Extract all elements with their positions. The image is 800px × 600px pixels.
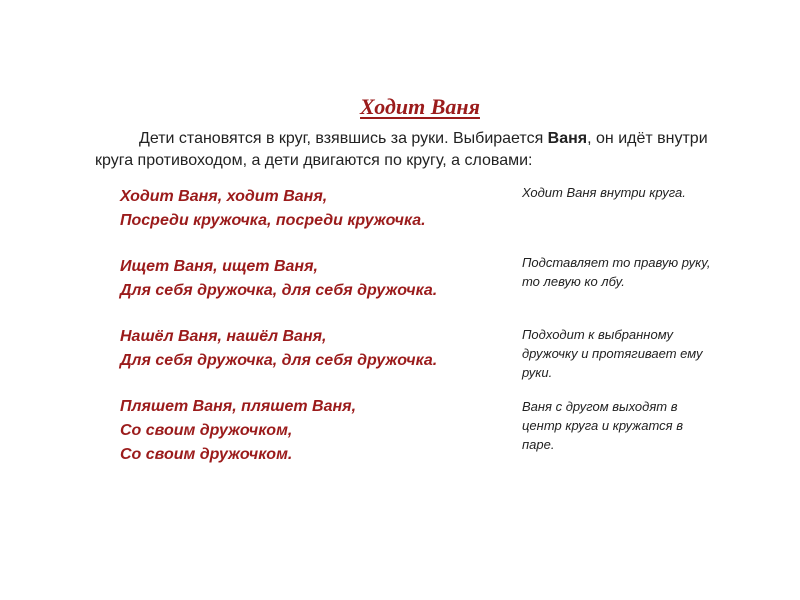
intro-paragraph [95, 128, 735, 172]
verse-line: Со своим дружочком. [120, 446, 293, 463]
stanza-3 [120, 325, 530, 373]
verse-line: Нашёл Ваня, нашёл Ваня, [120, 328, 327, 345]
intro-text-bold-name: Ваня [547, 130, 588, 147]
stanza-2 [120, 255, 530, 303]
stage-note-1: Ходит Ваня внутри круга. [522, 185, 686, 200]
intro-text-start: Дети становятся в круг, взявшись за руки. Выбирается [139, 130, 548, 147]
page-title: Ходит Ваня [360, 94, 480, 119]
verse-line: Для себя дружочка, для себя дружочка. [120, 352, 438, 369]
verse-line: Для себя дружочка, для себя дружочка. [120, 282, 438, 299]
stage-note-4: Ваня с другом выходят в центр круга и кружатся в паре. [522, 399, 684, 452]
verse-line: Ходит Ваня, ходит Ваня, [120, 188, 328, 205]
stage-note-3: Подходит к выбранному дружочку и протягивает ему руки. [522, 327, 703, 380]
verse-line: Пляшет Ваня, пляшет Ваня, [120, 398, 357, 415]
verse-line: Посреди кружочка, посреди кружочка. [120, 212, 426, 229]
stanza-1 [120, 185, 530, 233]
stage-note-2: Подставляет то правую руку, то левую ко лбу. [522, 255, 711, 289]
stanza-4 [120, 395, 530, 467]
verse-line: Ищет Ваня, ищет Ваня, [120, 258, 318, 275]
song-verses [120, 185, 530, 489]
verse-line: Со своим дружочком, [120, 422, 293, 439]
intro-text-end: , он идёт внутри круга противоходом, а дети двигаются по кругу, а словами: [95, 130, 708, 169]
